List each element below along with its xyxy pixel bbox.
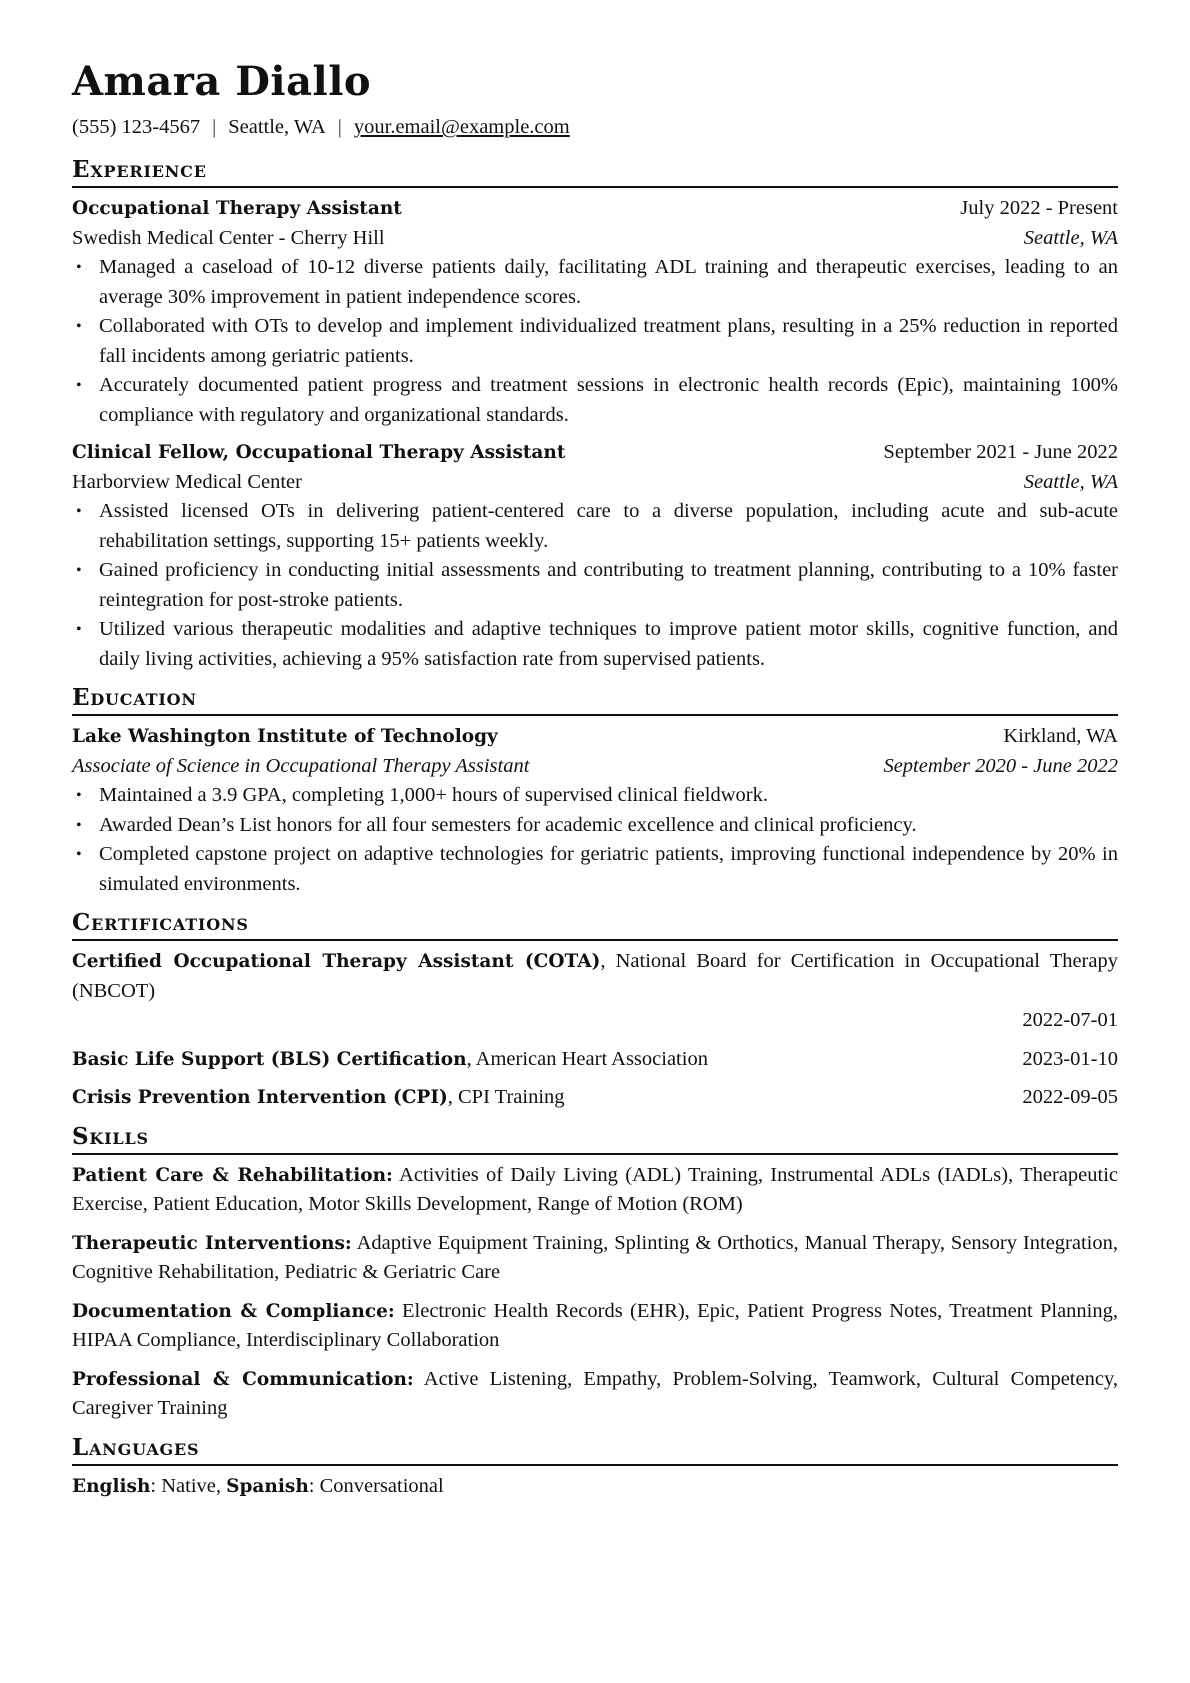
language-name: English [72, 1475, 151, 1497]
education-section [72, 684, 1118, 899]
school-location: Kirkland, WA [1003, 725, 1118, 747]
language-name: Spanish [226, 1475, 309, 1497]
language-level: : Native, [150, 1474, 227, 1497]
cert-date: 2022-07-01 [1022, 1009, 1118, 1031]
cert-date: 2022-09-05 [1022, 1086, 1118, 1108]
cert-issuer: , National Board for Certification in Occupational Therapy (NBCOT) [72, 950, 1118, 1002]
employer: Harborview Medical Center [72, 470, 302, 493]
separator: | [337, 116, 342, 138]
skill-group [72, 1297, 1118, 1356]
education-dates: September 2020 - June 2022 [883, 754, 1118, 777]
cert-issuer: , CPI Training [447, 1086, 565, 1108]
degree: Associate of Science in Occupational Therapy Assistant [72, 754, 530, 777]
skills-section [72, 1123, 1118, 1424]
certification-item [72, 1083, 1118, 1113]
bullet: • Maintained a 3.9 GPA, completing 1,000+ hours of supervised clinical fieldwork. [72, 781, 1118, 811]
job-title: Clinical Fellow, Occupational Therapy Assistant [72, 442, 566, 463]
bullet: • Completed capstone project on adaptive technologies for geriatric patients, improving functional independence by 20% in simulated environments. [72, 840, 1118, 899]
section-title-experience: Experience [72, 156, 1118, 188]
certification-item [72, 1045, 1118, 1075]
skill-group [72, 1229, 1118, 1288]
skill-values: Adaptive Equipment Training, Splinting & Orthotics, Manual Therapy, Sensory Integration, Cognitive Rehabilitation, Pediatric & Geriatric Care [72, 1231, 1118, 1283]
job-dates: July 2022 - Present [960, 197, 1118, 219]
job-dates: September 2021 - June 2022 [883, 441, 1118, 463]
contact-line [72, 112, 1118, 142]
job-bullets [72, 253, 1118, 430]
bullet: • Utilized various therapeutic modalities and adaptive techniques to improve patient motor skills, cognitive function, and daily living activities, achieving a 95% satisfaction rate from supervised patients. [72, 615, 1118, 674]
bullet: • Collaborated with OTs to develop and implement individualized treatment plans, resulting in a 25% reduction in reported fall incidents among geriatric patients. [72, 312, 1118, 371]
bullet: • Accurately documented patient progress and treatment sessions in electronic health records (Epic), maintaining 100% compliance with regulatory and organizational standards. [72, 371, 1118, 430]
skill-label: Professional & Communication: [72, 1368, 414, 1390]
section-title-certifications: Certifications [72, 909, 1118, 941]
bullet: • Assisted licensed OTs in delivering patient-centered care to a diverse population, including acute and sub-acute rehabilitation settings, supporting 15+ patients weekly. [72, 497, 1118, 556]
experience-entry [72, 194, 1118, 430]
bullet: • Awarded Dean’s List honors for all four semesters for academic excellence and clinical proficiency. [72, 811, 1118, 841]
job-location: Seattle, WA [1023, 226, 1118, 249]
job-location: Seattle, WA [1023, 470, 1118, 493]
section-title-education: Education [72, 684, 1118, 716]
skill-values: Electronic Health Records (EHR), Epic, Patient Progress Notes, Treatment Planning, HIPAA Compliance, Interdisciplinary Collaboration [72, 1299, 1118, 1351]
languages-line [72, 1472, 1118, 1502]
phone: (555) 123-4567 [72, 116, 201, 138]
cert-name: Basic Life Support (BLS) Certification [72, 1048, 467, 1070]
certifications-section [72, 909, 1118, 1113]
education-bullets [72, 781, 1118, 899]
school-name: Lake Washington Institute of Technology [72, 726, 498, 747]
language-level: : Conversational [308, 1474, 444, 1497]
email-link[interactable]: your.email@example.com [353, 116, 570, 138]
cert-date: 2023-01-10 [1022, 1047, 1118, 1070]
candidate-name: Amara Diallo [72, 58, 372, 105]
employer: Swedish Medical Center - Cherry Hill [72, 226, 385, 249]
languages-section [72, 1434, 1118, 1502]
experience-section [72, 156, 1118, 674]
certification-item [72, 947, 1118, 1036]
skill-label: Documentation & Compliance: [72, 1300, 395, 1322]
skill-values: Activities of Daily Living (ADL) Training, Instrumental ADLs (IADLs), Therapeutic Exercise, Patient Education, Motor Skills Development, Range of Motion (ROM) [72, 1163, 1118, 1215]
cert-name: Certified Occupational Therapy Assistant (COTA) [72, 951, 601, 972]
job-title: Occupational Therapy Assistant [72, 198, 402, 219]
section-title-skills: Skills [72, 1123, 1118, 1155]
job-bullets [72, 497, 1118, 674]
experience-entry [72, 438, 1118, 674]
skill-values: Active Listening, Empathy, Problem-Solving, Teamwork, Cultural Competency, Caregiver Training [72, 1367, 1118, 1419]
skill-label: Patient Care & Rehabilitation: [72, 1164, 393, 1186]
skill-label: Therapeutic Interventions: [72, 1232, 352, 1254]
cert-issuer: , American Heart Association [466, 1047, 708, 1070]
skill-group [72, 1365, 1118, 1424]
bullet: • Managed a caseload of 10-12 diverse patients daily, facilitating ADL training and therapeutic exercises, leading to an average 30% improvement in patient independence scores. [72, 253, 1118, 312]
section-title-languages: Languages [72, 1434, 1118, 1466]
resume-page [72, 58, 1118, 1511]
education-entry [72, 722, 1118, 899]
skill-group [72, 1161, 1118, 1220]
separator: | [212, 116, 217, 138]
location: Seattle, WA [228, 116, 326, 138]
bullet: • Gained proficiency in conducting initial assessments and contributing to treatment planning, contributing to a 10% faster reintegration for post-stroke patients. [72, 556, 1118, 615]
cert-name: Crisis Prevention Intervention (CPI) [72, 1087, 448, 1108]
